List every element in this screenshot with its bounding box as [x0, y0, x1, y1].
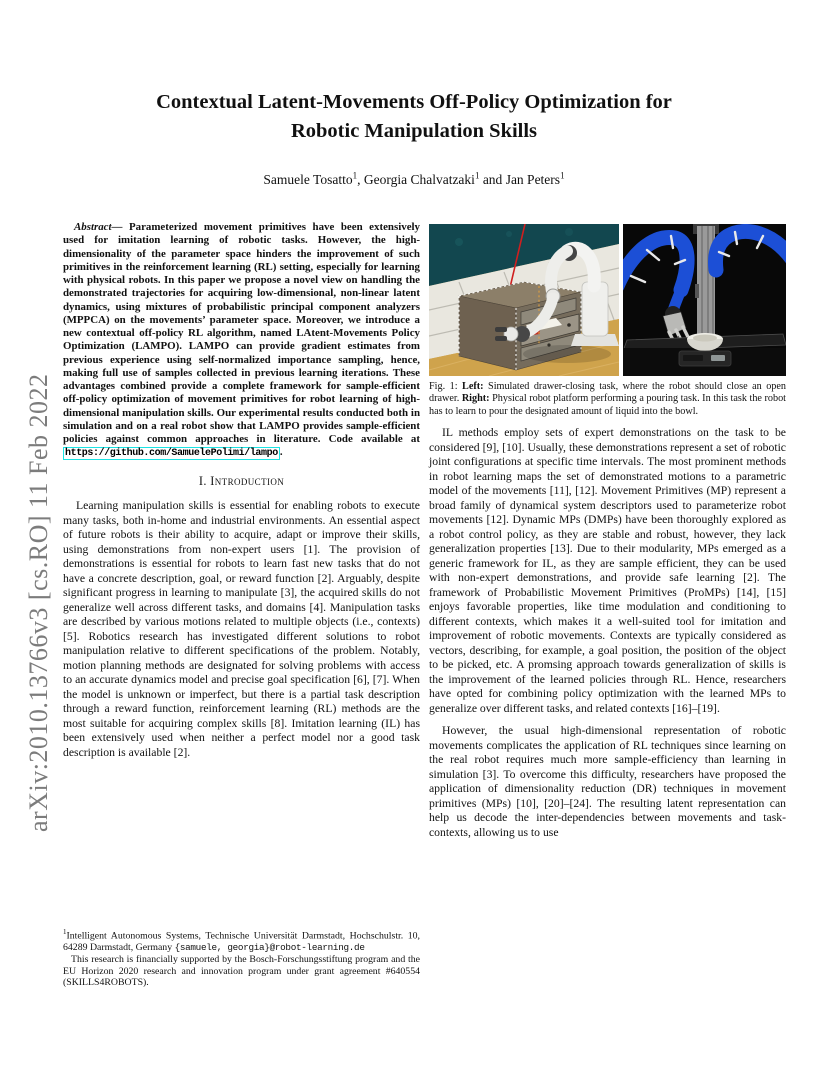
funding-footnote: This research is financially supported by the Bosch-Forschungsstiftung program and the EU Horizon 2020 research and innovation program under grant agreement #640554 (SKILLS4ROBOTS).	[63, 953, 420, 989]
arxiv-watermark	[24, 373, 54, 832]
introduction-paragraph: Learning manipulation skills is essential for enabling robots to execute many tasks, both in-home and industrial environments. An essential aspect of future robots is their ability to acquire, adapt or improve their skills, using demonstrations from non-expert users [1]. The provision of demonstrations is essential for robots to learn fast new tasks that do not have a concrete description, goal, or reward function [2]. Arguably, despite significant progress in learning to manipulate [3], the acquired skills do not generalize well across different tasks, and domains [4]. Manipulation tasks are described by various motions related to multiple objects (i.e., contexts) [5]. Robotics research has investigated different solutions to robot manipulation relative to different specifications of the problem. Notably, motion planning methods are designated for solving problems with access to an accurate dynamics model and precise goal specification [6], [7]. When the model is unknown or imperfect, but there is a partial task description through a reward function, reinforcement learning (RL) methods are the most suitable for acquiring complex skills [8]. Imitation learning (IL) has been extensively used when neither a perfect model nor a good task description is available [2].	[63, 499, 420, 759]
simulation-screenshot	[429, 224, 619, 376]
footnote-marker: 1	[63, 927, 67, 936]
photo-scale	[679, 351, 731, 366]
contact-email: {samuele, georgia}@robot-learning.de	[174, 942, 365, 953]
body-paragraph-il-methods: IL methods employ sets of expert demonstrations on the task to be considered [9], [10]. Usually, these demonstrations represent a set of robotic joint configurations at specific time intervals. The most prominent methods in robot learning maps the set of demonstrated motions to a parametric model of the movements [11], [12]. Movement Primitives (MP) represent a broad family of dynamical system descriptors used to parameterize robot movements [12]. Dynamic MPs (DMPs) have been thoroughly explored as a robot control policy, as they are stable and robust, however, they lack generalization properties [13]. Due to their modularity, MPs emerged as a generic framework for IL, as they are sample efficient, they can be used with non-expert demonstrations, and provide safe learning [2]. The framework of Probabilistic Movement Primitives (ProMPs) [14], [15] enjoys favorable properties, like time modulation and conditioning to different contexts, which makes it a well-suited tool for imitation and improvement of robotic movements. Contexts are typically considered as vectors, describing, for example, a goal position, the position of the object to be picked, etc. A promsing approach towards generalization of skills is the improvement of the learned policies through RL. Hence, researchers have opted for combining policy optimization with the learned MPs to generalize over different tasks, and related contexts [16]–[19].	[429, 426, 786, 715]
author-3: Jan Peters$^1$	[505, 170, 565, 187]
right-column	[429, 224, 786, 840]
figure-label: Fig. 1:	[429, 381, 463, 392]
affiliation-footnote: $^1$Intelligent Autonomous Systems, Technische Universität Darmstadt, Hochschulstr. 10, 64289 Darmstadt, Germany {samuele, georgia}@robot-learning.de	[63, 927, 420, 953]
paper-title: Contextual Latent-Movements Off-Policy Optimization for Robotic Manipulation Skills	[156, 91, 672, 143]
authors-line	[0, 170, 828, 188]
affiliation-mark: 1	[352, 170, 358, 180]
abstract-label: Abstract	[74, 221, 112, 233]
physical-robot-photo	[623, 224, 786, 376]
footnote-block	[63, 928, 420, 989]
figure-1-images	[429, 224, 786, 376]
code-repository-link[interactable]: https://github.com/SamuelePolimi/lampo	[65, 448, 278, 460]
section-heading-introduction: I. Introduction	[198, 474, 285, 489]
affiliation-mark: 1	[560, 170, 565, 180]
left-column	[63, 221, 420, 1013]
figure-1	[429, 224, 786, 418]
author-1: Samuele Tosatto$^1$,	[263, 170, 364, 187]
abstract: Abstract— Parameterized movement primitives have been extensively used for imitation learning of robotic tasks. However, the high-dimensionality of the parameter space hinders the improvement of such primitives in the reinforcement learning (RL) setting, especially for learning with physical robots. In this paper we propose a novel view on handling the demonstrated trajectories for acquiring low-dimensional, non-linear latent dynamics, using mixtures of probabilistic principal component analyzers (MPPCA) on the movements’ parameter space. Moreover, we introduce a new contextual off-policy RL algorithm, named LAtent-Movements Policy Optimization (LAMPO). LAMPO can provide gradient estimates from previous experience using self-normalized importance sampling, hence, making full use of samples collected in previous learning iterations. These advantages combined provide a complete framework for sample-efficient off-policy optimization of movement primitives for robot learning of high-dimensional manipulation skills. Our experimental results conducted both in simulation and on a real robot show that LAMPO provides sample-efficient policies against common approaches in literature. Code available at https://github.com/SamuelePolimi/lampo .	[63, 221, 420, 460]
abstract-body: Parameterized movement primitives have been extensively used for imitation learning of robotic tasks. However, the high-dimensionality of the parameter space hinders the improvement of such primitives in the reinforcement learning (RL) setting, especially for learning with physical robots. In this paper we propose a novel view on handling the demonstrated trajectories for acquiring low-dimensional, non-linear latent dynamics, using mixtures of probabilistic principal component analyzers (MPPCA) on the movements’ parameter space. Moreover, we introduce a new contextual off-policy RL algorithm, named LAtent-Movements Policy Optimization (LAMPO). LAMPO can provide gradient estimates from previous experience using self-normalized importance sampling, hence, making full use of samples collected in previous learning iterations. These advantages combined provide a complete framework for sample-efficient off-policy optimization of movement primitives for robot learning of high-dimensional manipulation skills. Our experimental results conducted both in simulation and on a real robot show that LAMPO provides sample-efficient policies against common approaches in literature. Code available at	[63, 221, 420, 445]
author-2: Georgia Chalvatzaki$^1$ and	[363, 170, 506, 187]
body-paragraph-high-dimensional: However, the usual high-dimensional representation of robotic movements complicates the application of RL techniques since learning on the real robot requires much more sample-efficiency than learning in simulation [3]. To overcome this difficulty, researchers have proposed the application of dimensionality reduction (DR) techniques in movement primitives (MPs) [10], [20]–[24]. The resulting latent representation can help us decode the inter-dependencies between movements and task-contexts, allowing us to use	[429, 724, 786, 839]
arxiv-id-text: arXiv:2010.13766v3 [cs.RO] 11 Feb 2022	[24, 373, 53, 832]
affiliation-mark: 1	[474, 170, 480, 180]
figure-1-caption: Fig. 1: Left: Simulated drawer-closing task, where the robot should close an open drawer. Right: Physical robot platform performing a pouring task. In this task the robot has to learn to pour the designated amount of liquid into the bowl.	[429, 381, 786, 417]
